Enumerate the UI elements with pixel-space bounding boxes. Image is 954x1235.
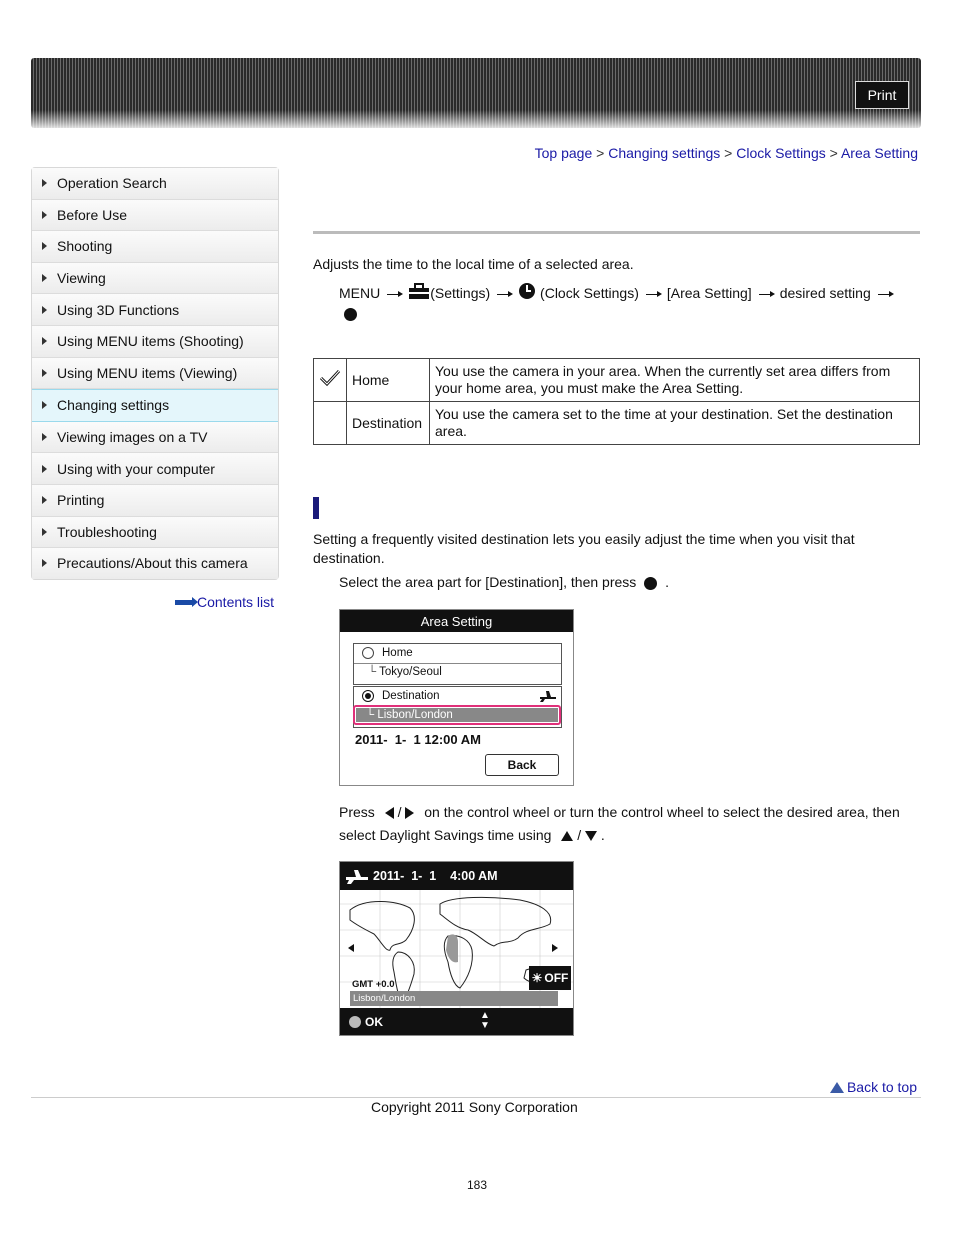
- breadcrumb-sep: >: [592, 145, 609, 161]
- step-2-text: select Daylight Savings time using: [339, 827, 552, 843]
- sidebar-item-viewing-tv[interactable]: [32, 422, 278, 454]
- sun-icon: ☀: [531, 971, 543, 985]
- step-2-text: Press: [339, 804, 375, 820]
- destination-city: Lisbon/London: [377, 709, 453, 721]
- triangle-right-icon: [42, 369, 47, 377]
- intro-text: Adjusts the time to the local time of a selected area.: [313, 256, 634, 272]
- dst-toggle[interactable]: [529, 966, 571, 990]
- area-setting-screenshot: [339, 609, 574, 786]
- sidebar-item-label: Using with your computer: [57, 460, 215, 477]
- radio-selected-icon: [362, 690, 374, 702]
- sidebar-item-menu-viewing[interactable]: [32, 358, 278, 390]
- center-button-icon: [344, 308, 357, 321]
- dst-status: OFF: [544, 971, 569, 985]
- sidebar-item-label: Shooting: [57, 238, 113, 255]
- sidebar-item-operation-search[interactable]: [32, 168, 278, 200]
- ok-label: OK: [365, 1015, 383, 1029]
- right-arrow-icon: [405, 807, 414, 819]
- step-1-text: Select the area part for [Destination], then press: [339, 574, 637, 590]
- map-top-bar: [340, 862, 573, 890]
- breadcrumb-clock-settings[interactable]: Clock Settings: [736, 145, 826, 161]
- option-name: Destination: [347, 402, 430, 445]
- breadcrumb-sep: >: [720, 145, 737, 161]
- sidebar-item-label: Changing settings: [57, 397, 170, 414]
- arrow-right-icon: [497, 294, 511, 295]
- step-1-end: .: [665, 574, 669, 590]
- breadcrumb: [535, 145, 918, 161]
- sidebar-item-label: Operation Search: [57, 175, 167, 192]
- breadcrumb-area-setting[interactable]: Area Setting: [840, 145, 918, 161]
- destination-city-selected[interactable]: └ Lisbon/London: [353, 705, 561, 725]
- menu-steps: [339, 282, 899, 302]
- step-2-line-1: [339, 804, 900, 820]
- home-city: Tokyo/Seoul: [379, 666, 442, 678]
- clock-settings-label: (Clock Settings): [540, 285, 639, 301]
- sidebar-item-shooting[interactable]: [32, 231, 278, 263]
- back-to-top-link[interactable]: [830, 1079, 917, 1095]
- desired-setting-label: desired setting: [779, 285, 871, 301]
- contents-list-link[interactable]: [175, 594, 274, 610]
- menu-label: MENU: [339, 285, 381, 301]
- left-arrow-icon: [385, 807, 394, 819]
- sidebar-item-printing[interactable]: [32, 485, 278, 517]
- slash: /: [577, 827, 582, 843]
- sidebar-item-computer[interactable]: [32, 453, 278, 485]
- radio-empty-icon: [362, 647, 374, 659]
- footer-divider: [31, 1097, 921, 1098]
- sidebar-item-precautions[interactable]: [32, 548, 278, 579]
- map-bottom-bar: [340, 1008, 573, 1036]
- destination-label: Destination: [382, 690, 440, 702]
- home-label: Home: [382, 647, 413, 659]
- option-name: Home: [347, 359, 430, 402]
- page-number: 183: [466, 1178, 488, 1192]
- page-header: [31, 58, 921, 128]
- back-to-top-label: Back to top: [846, 1079, 917, 1095]
- triangle-up-icon: [830, 1082, 844, 1093]
- slash: /: [397, 804, 402, 820]
- triangle-right-icon: [42, 306, 47, 314]
- option-desc: You use the camera in your area. When the currently set area differs from your home area, you must make the Area Setting.: [430, 359, 920, 402]
- back-button[interactable]: Back: [485, 754, 559, 776]
- clock-icon: [518, 282, 536, 300]
- sidebar-item-before-use[interactable]: [32, 200, 278, 232]
- arrow-right-icon: [759, 294, 773, 295]
- control-wheel-icon: [349, 1016, 361, 1028]
- breadcrumb-sep: >: [825, 145, 841, 161]
- home-box: Home └ Tokyo/Seoul: [353, 643, 562, 685]
- step-1: [339, 574, 669, 590]
- up-down-arrow-icon: ▲ ▼: [480, 1010, 490, 1031]
- breadcrumb-changing-settings[interactable]: Changing settings: [608, 145, 721, 161]
- sidebar-item-changing-settings[interactable]: [32, 389, 278, 422]
- world-map-screenshot: [339, 861, 574, 1036]
- check-cell: [314, 402, 347, 445]
- arrow-right-icon: [387, 294, 401, 295]
- step-2-line-2: [339, 827, 605, 843]
- settings-table: [313, 358, 920, 445]
- up-arrow-icon: [561, 831, 573, 841]
- sidebar-item-viewing[interactable]: [32, 263, 278, 295]
- breadcrumb-top-page[interactable]: Top page: [534, 145, 593, 161]
- arrow-right-icon: [878, 294, 892, 295]
- table-row: [314, 402, 920, 445]
- sidebar-item-label: Using MENU items (Shooting): [57, 333, 244, 350]
- arrow-right-icon: [646, 294, 660, 295]
- triangle-right-icon: [42, 496, 47, 504]
- copyright: Copyright 2011 Sony Corporation: [371, 1099, 578, 1115]
- triangle-right-icon: [42, 211, 47, 219]
- check-cell: [314, 359, 347, 402]
- triangle-right-icon: [42, 401, 47, 409]
- airplane-icon: [345, 867, 369, 885]
- step-2-text: on the control wheel or turn the control wheel to select the desired area, then: [424, 804, 900, 820]
- sidebar-item-label: Before Use: [57, 206, 128, 223]
- gmt-offset: GMT +0.0: [352, 979, 395, 990]
- triangle-right-icon: [42, 179, 47, 187]
- center-button-icon: [644, 577, 657, 590]
- arrow-right-icon: [175, 600, 193, 605]
- sidebar-item-label: Using MENU items (Viewing): [57, 364, 238, 381]
- area-setting-label: [Area Setting]: [666, 285, 752, 301]
- sidebar-item-label: Printing: [57, 492, 105, 509]
- sidebar-item-label: Viewing images on a TV: [57, 429, 208, 446]
- sidebar-item-menu-shooting[interactable]: [32, 326, 278, 358]
- table-row: [314, 359, 920, 402]
- sidebar-item-label: Viewing: [57, 270, 106, 287]
- triangle-right-icon: [42, 242, 47, 250]
- sidebar-item-troubleshooting[interactable]: [32, 517, 278, 549]
- down-arrow-icon: [585, 831, 597, 841]
- contents-list-label: Contents list: [197, 594, 275, 610]
- sidebar-item-label: Using 3D Functions: [57, 301, 180, 318]
- checkmark-icon: [319, 369, 341, 387]
- triangle-right-icon: [42, 433, 47, 441]
- step-2-end: .: [600, 827, 605, 843]
- airplane-icon: [539, 689, 557, 703]
- sidebar-item-label: Precautions/About this camera: [57, 555, 248, 572]
- settings-label: (Settings): [430, 285, 491, 301]
- section-heading-bar: [313, 497, 319, 519]
- map-datetime: 2011- 1- 1 4:00 AM: [373, 869, 498, 883]
- map-city: Lisbon/London: [350, 991, 558, 1006]
- print-button[interactable]: Print: [855, 81, 909, 109]
- section-text: Setting a frequently visited destination lets you easily adjust the time when you visit that destination.: [313, 531, 855, 566]
- option-desc: You use the camera set to the time at your destination. Set the destination area.: [430, 402, 920, 445]
- triangle-right-icon: [42, 559, 47, 567]
- toolbox-icon: [408, 283, 430, 300]
- triangle-right-icon: [42, 274, 47, 282]
- screen-datetime: 2011- 1- 1 12:00 AM: [355, 732, 481, 747]
- triangle-right-icon: [42, 465, 47, 473]
- screen-title: Area Setting: [340, 610, 573, 632]
- triangle-right-icon: [42, 528, 47, 536]
- sidebar: [31, 167, 279, 580]
- sidebar-item-label: Troubleshooting: [57, 523, 157, 540]
- sidebar-item-3d-functions[interactable]: [32, 294, 278, 326]
- title-divider: [313, 231, 920, 234]
- triangle-right-icon: [42, 337, 47, 345]
